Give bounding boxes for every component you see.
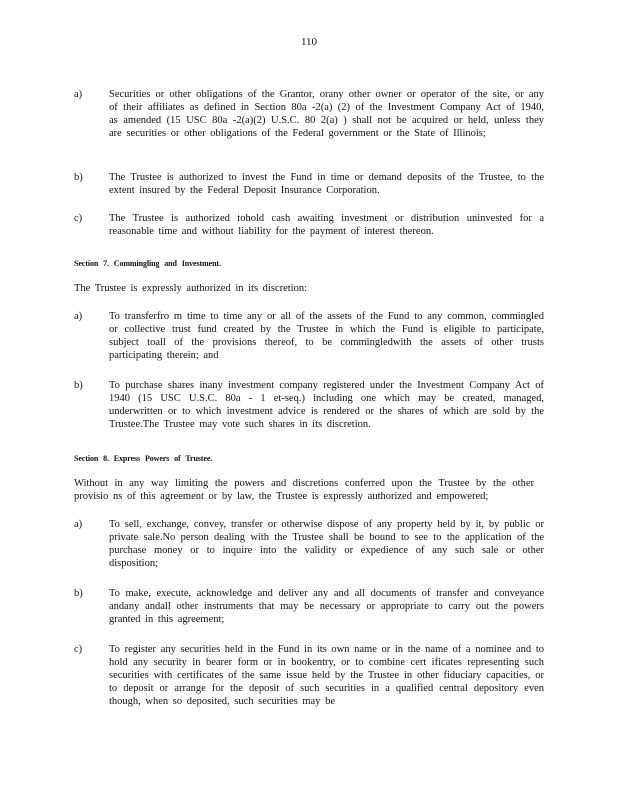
item-label: a)	[74, 89, 83, 100]
item-label: b)	[74, 172, 83, 183]
section-8-heading: Section 8. Express Powers of Trustee.	[74, 454, 213, 463]
item-text: The Trustee is authorized to invest the Fund in time or demand deposits of the Trustee, to the extent insured by the Federal Deposit Insurance Corporation.	[109, 172, 544, 196]
item-text: To transferfro m time to time any or all of the assets of the Fund to any common, commingled or collective trust fund created by the Trustee in which the Fund is eligible to participate, subject toall of the provisions thereof, to be commingledwith the assets of other trusts participating therein; and	[109, 311, 544, 361]
item-text: To purchase shares inany investment company registered under the Investment Company Act of 1940 (15 USC U.S.C. 80a - 1 et-seq.) including one which may be created, managed, underwritten or to which investment advice is rendered or the shares of which are sold by the Trustee.The Trustee may vote such shares in its discretion.	[109, 380, 544, 430]
section-7-intro: The Trustee is expressly authorized in its discretion:	[74, 283, 308, 294]
page-number: 110	[300, 36, 318, 48]
item-label: c)	[74, 213, 83, 224]
item-text: The Trustee is authorized tohold cash awaiting investment or distribution uninvested for a reasonable time and without liability for the payment of interest thereon.	[109, 213, 544, 237]
item-label: a)	[74, 311, 83, 322]
item-label: b)	[74, 380, 83, 391]
item-text: Securities or other obligations of the Grantor, orany other owner or operator of the site, or any of their affiliates as defined in Section 80a -2(a) (2) of the Investment Company Act of 1940, as amended (15 USC 80a -2(a)(2) U.S.C. 80 2(a) ) shall not be acquired or held, unless they are securities or other obligations of the Federal government or the State of Illinois;	[109, 89, 544, 139]
item-label: a)	[74, 519, 83, 530]
item-text: To sell, exchange, convey, transfer or otherwise dispose of any property held by it, by public or private sale.No person dealing with the Trustee shall be bound to see to the application of the purchase money or to inquire into the validity or expedience of any such sale or other disposition;	[109, 519, 544, 569]
item-label: c)	[74, 644, 83, 655]
item-text: To make, execute, acknowledge and deliver any and all documents of transfer and conveyance andany andall other instruments that may be necessary or appropriate to carry out the powers granted in this agreement;	[109, 588, 544, 625]
section-8-intro: Without in any way limiting the powers and discretions conferred upon the Trustee by the other provisio ns of this agreement or by law, the Trustee is expressly authorized and empowered;	[74, 478, 534, 502]
item-text: To register any securities held in the Fund in its own name or in the name of a nominee and to hold any security in bearer form or in bookentry, or to combine cert ificates representing such securities with certificates of the same issue held by the Trustee in other fiduciary capacities, or to deposit or arrange for the deposit of such securities in a qualified central depository even though, when so deposited, such securities may be	[109, 644, 544, 707]
item-label: b)	[74, 588, 83, 599]
section-7-heading: Section 7. Commingling and Investment.	[74, 259, 221, 268]
